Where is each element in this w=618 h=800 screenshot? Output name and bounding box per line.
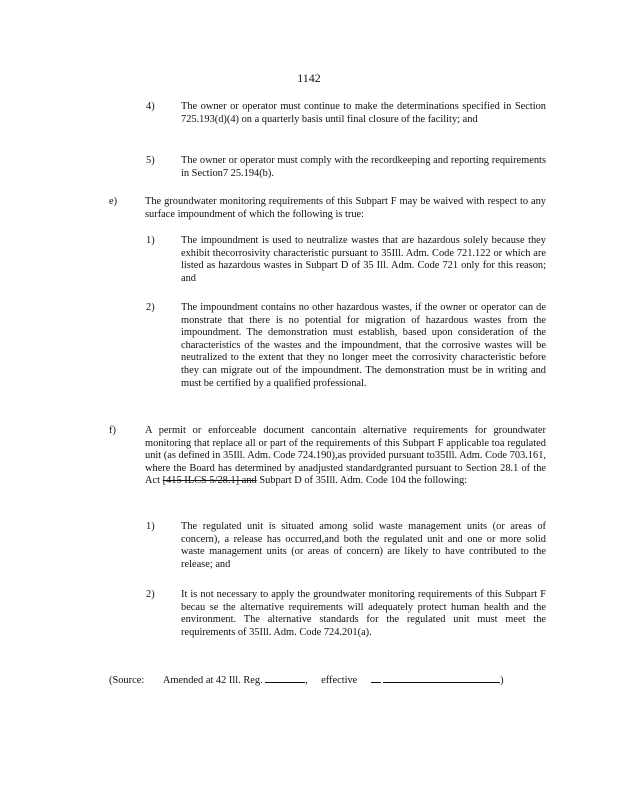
source-amended: Amended at 42 Ill. Reg. [162,675,263,686]
effective-date-blank-short [371,672,381,683]
item-text: The impoundment contains no other hazardous wastes, if the owner or operator can de monstrate that there is no potential for migration of hazardous wastes from the impoundment. The demonstration must establish, based upon consideration of the characteristics of the wastes and the impoundment, that the corrosive wastes will be neutralized to the extent that they no longer meet the corrosivity characteristic before they can migrate out of the impoundment. The demonstration must be in writing and must be certified by a qualified professional. [181,302,546,389]
item-label: e) [109,196,118,207]
item-text: The groundwater monitoring requirements of this Subpart F may be waived with respect to any surface impoundment of which the following is true: [145,196,546,220]
struck-text: [415 ILCS 5/28.1] and [162,475,257,487]
item-label: 5) [146,155,155,166]
item-label: f) [109,425,116,436]
source-close: ) [500,675,504,686]
source-comma: , [305,675,308,686]
register-blank [265,672,305,683]
item-label: 2) [146,589,155,600]
item-text: The impoundment is used to neutralize wastes that are hazardous solely because they exhibit thecorrosivity characteristic pursuant to 35Ill. Adm. Code 721.122 or which are listed as hazardous wastes in Subpart D of 35 Ill. Adm. Code 721 only for this reason; and [181,235,546,284]
page-number: 1142 [297,71,321,85]
source-effective: effective [321,675,358,686]
item-label: 2) [146,302,155,313]
source-note [109,672,504,688]
item-text: It is not necessary to apply the groundwater monitoring requirements of this Subpart F becau se the alternative requirements will adequately protect human health and the environment. The alternative standards for the regulated unit must meet the requirements of 35Ill. Adm. Code 724.201(a). [181,589,546,638]
item-label: 1) [146,235,155,246]
effective-date-blank [383,672,500,683]
source-prefix: (Source: [109,675,145,686]
item-text-before: A permit or enforceable document cancontain alternative requirements for groundwater monitoring that replace all or part of the requirements of this Subpart F applicable toa regulated unit (as defined in 35Ill. Adm. Code 724.190),as provided pursuant to35Ill. Adm. Code 703.161, where the Board has determined by anadjusted standardgranted pursuant to Section 28.1 of the Act [145,425,546,487]
item-text [145,425,546,488]
item-text: The owner or operator must comply with the recordkeeping and reporting requirements in Section7 25.194(b). [181,155,546,179]
item-label: 4) [146,101,155,112]
item-text: The owner or operator must continue to make the determinations specified in Section 725.193(d)(4) on a quarterly basis until final closure of the facility; and [181,101,546,125]
item-label: 1) [146,521,155,532]
item-text: The regulated unit is situated among solid waste management units (or areas of concern), a release has occurred,and both the regulated unit and one or more solid waste management units (or areas of concern) are likely to have contributed to the release; and [181,521,546,570]
item-text-after: Subpart D of 35Ill. Adm. Code 104 the following: [259,475,468,487]
